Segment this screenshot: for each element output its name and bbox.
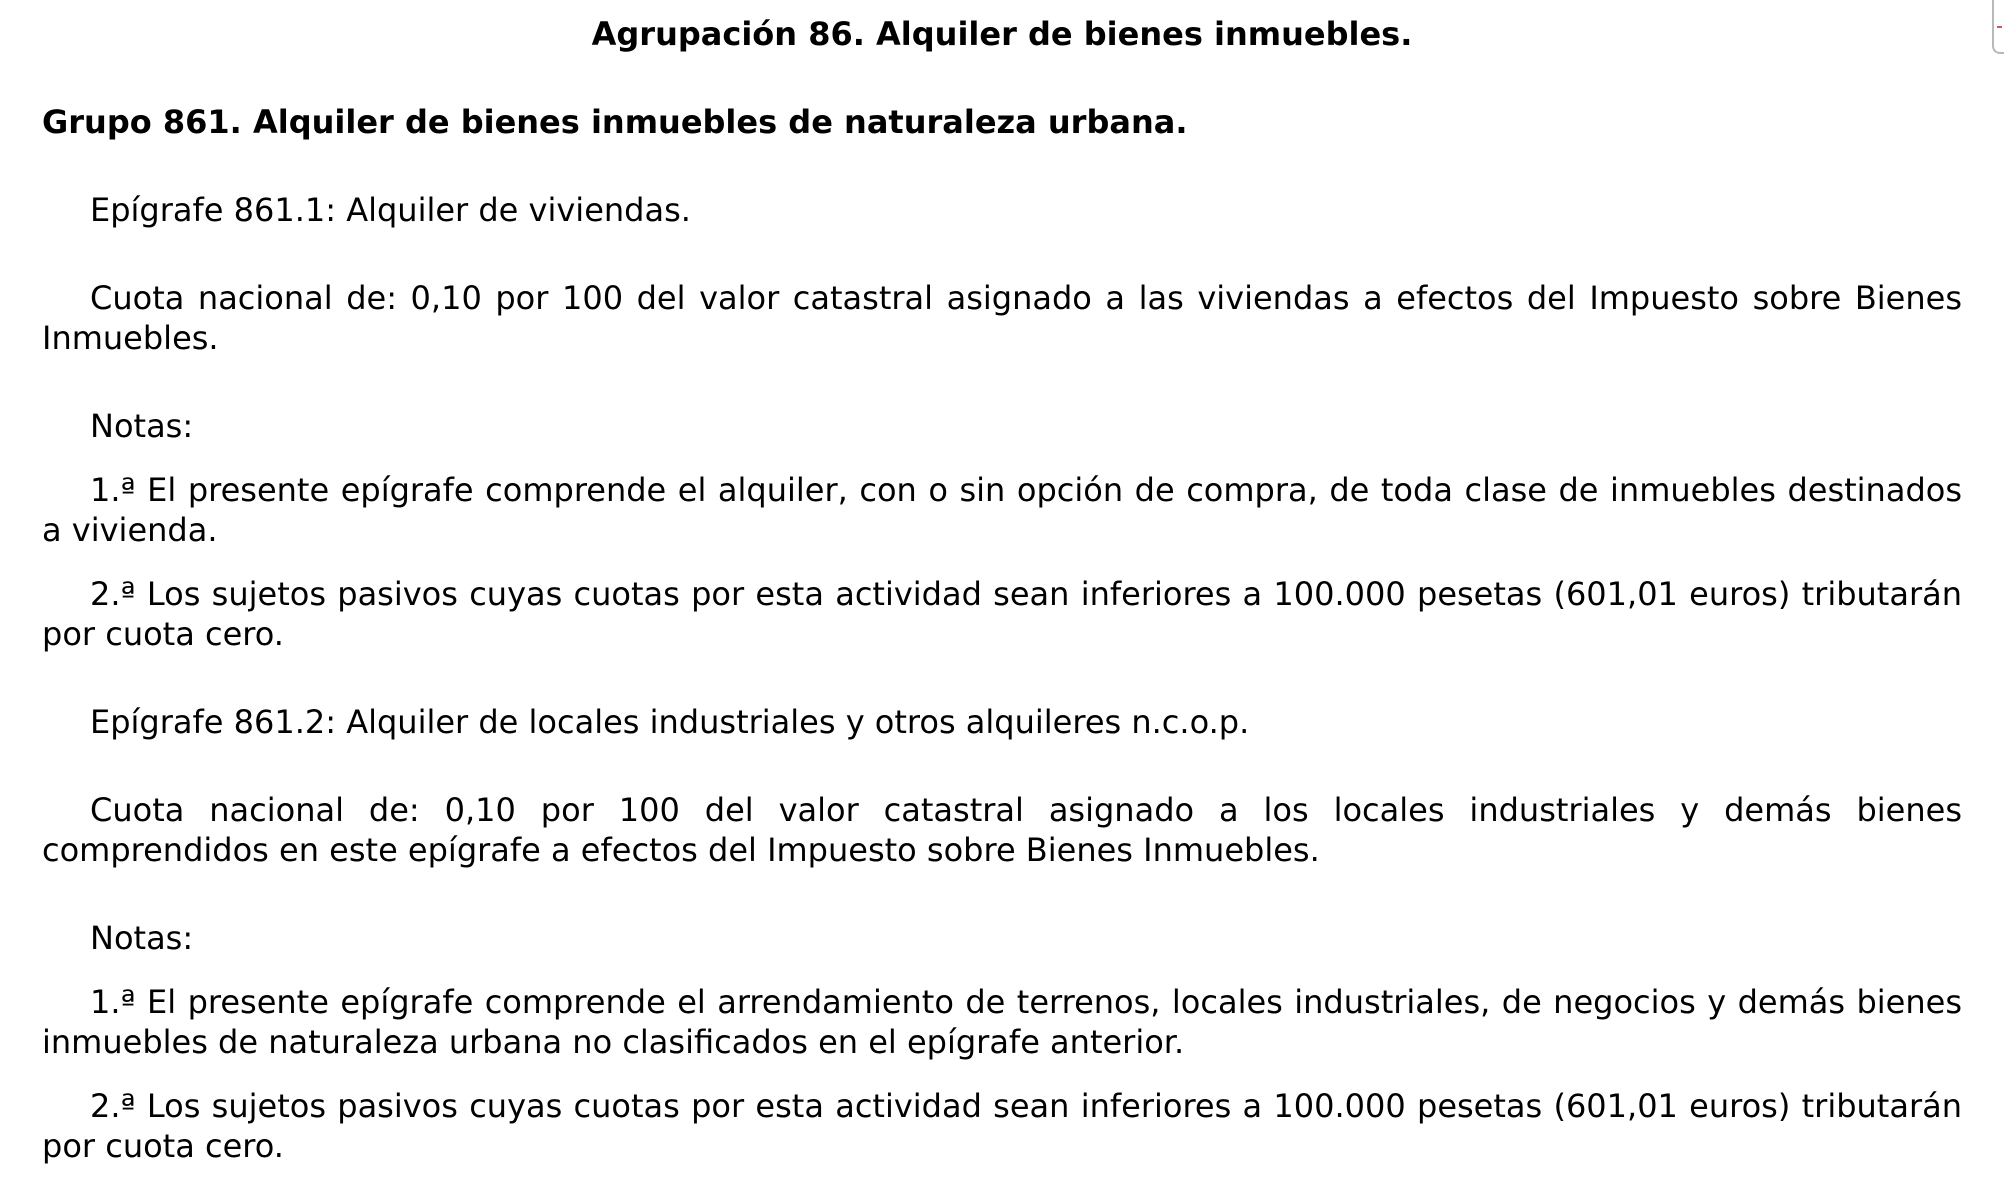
edge-tab-icon	[1997, 26, 2002, 28]
epigrafe-861-1-notas-label: Notas:	[90, 407, 194, 445]
epigrafe-861-1-cuota: Cuota nacional de: 0,10 por 100 del valor catastral asignado a las viviendas a efectos del Impuesto sobre Bienes Inmuebles.	[42, 279, 1962, 357]
epigrafe-861-2-notas-label: Notas:	[90, 919, 194, 957]
epigrafe-861-2-nota-1: 1.ª El presente epígrafe comprende el arrendamiento de terrenos, locales industriales, de negocios y demás bienes inmuebles de naturaleza urbana no clasificados en el epígrafe anterior.	[42, 983, 1962, 1061]
epigrafe-861-1-nota-1: 1.ª El presente epígrafe comprende el alquiler, con o sin opción de compra, de toda clase de inmuebles destinados a vivienda.	[42, 471, 1962, 549]
epigrafe-861-2-heading: Epígrafe 861.2: Alquiler de locales industriales y otros alquileres n.c.o.p.	[90, 703, 1250, 741]
agrupacion-title: Agrupación 86. Alquiler de bienes inmuebles.	[591, 15, 1413, 53]
epigrafe-861-2-nota-2: 2.ª Los sujetos pasivos cuyas cuotas por esta actividad sean inferiores a 100.000 pesetas (601,01 euros) tributarán por cuota cero.	[42, 1087, 1962, 1165]
epigrafe-861-1-heading: Epígrafe 861.1: Alquiler de viviendas.	[90, 191, 691, 229]
epigrafe-861-1-nota-2: 2.ª Los sujetos pasivos cuyas cuotas por esta actividad sean inferiores a 100.000 pesetas (601,01 euros) tributarán por cuota cero.	[42, 575, 1962, 653]
edge-tab[interactable]	[1992, 0, 2004, 54]
epigrafe-861-2-cuota: Cuota nacional de: 0,10 por 100 del valor catastral asignado a los locales industriales y demás bienes comprendidos en este epígrafe a efectos del Impuesto sobre Bienes Inmuebles.	[42, 791, 1962, 869]
grupo-title: Grupo 861. Alquiler de bienes inmuebles de naturaleza urbana.	[42, 103, 1188, 141]
